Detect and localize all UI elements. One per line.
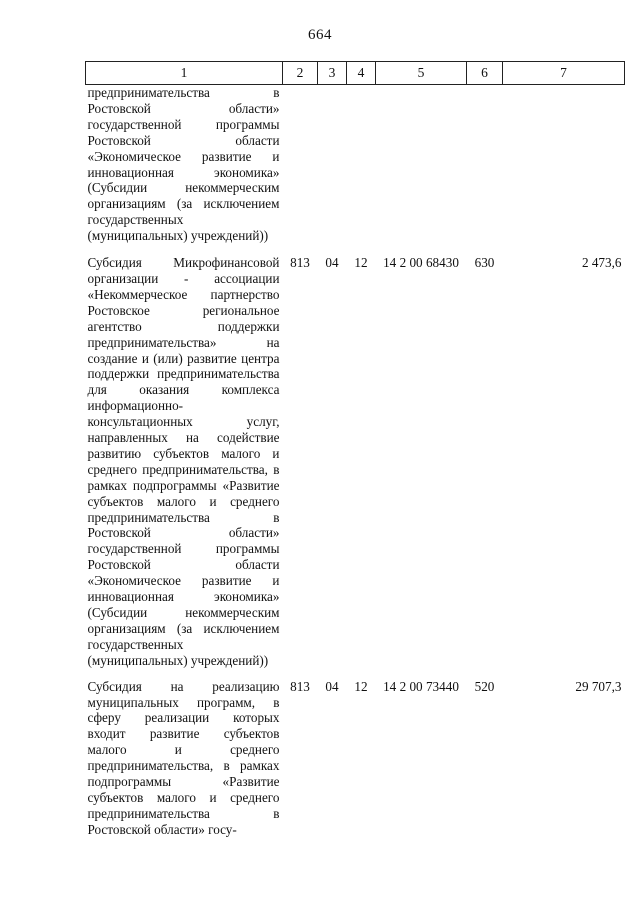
- table-row: [86, 244, 625, 669]
- page-number: 664: [308, 27, 332, 43]
- row-code-5: 14 2 00 73440: [383, 678, 459, 694]
- row-description: Субсидия на реализацию муниципальных программ, в сферу реализации которых входит развитие субъектов малого и среднего предпринимательства, в рамках подпрограммы «Развитие субъектов малого и среднего предпринимательства в Ростовской области» госу-: [87, 678, 280, 837]
- row-code-3: [318, 85, 347, 245]
- column-header-3: 3: [318, 62, 347, 85]
- row-description: Субсидия Микрофинансовой организации - ассоциации «Некоммерческое партнерство Ростовское региональное агентство поддержки предпринимательства» на создание и (или) развитие центра поддержки предпринимательства для оказания комплекса информационно-консультационных услуг, направленных на содействие развитию субъектов малого и среднего предпринимательства, в рамках подпрограммы «Развитие субъектов малого и среднего предпринимательства в Ростовской области» государственной программы Ростовской области «Экономическое развитие и инновационная экономика» (Субсидии некоммерческим организациям (за исключением государственных (муниципальных) учреждений)): [87, 255, 280, 668]
- row-code-6: [467, 85, 503, 245]
- table-row: [86, 85, 625, 245]
- row-code-5: [376, 85, 467, 245]
- row-code-3: 04: [325, 255, 339, 271]
- column-header-5: 5: [376, 62, 467, 85]
- table-row: [86, 669, 625, 838]
- column-header-1: 1: [86, 62, 283, 85]
- budget-table: [85, 61, 625, 838]
- row-amount: 2 473,6: [581, 255, 622, 271]
- column-header-2: 2: [283, 62, 318, 85]
- row-code-2: 813: [290, 255, 310, 271]
- row-code-4: 12: [354, 678, 368, 694]
- column-header-7: 7: [503, 62, 625, 85]
- row-description: предпринимательства в Ростовской области» государственной программы Ростовской области «Экономическое развитие и инновационная экономика» (Субсидии некоммерческим организациям (за исключением государственных (муниципальных) учреждений)): [87, 85, 280, 244]
- row-amount: [503, 85, 625, 245]
- row-code-5: 14 2 00 68430: [383, 255, 459, 271]
- row-code-3: 04: [325, 678, 339, 694]
- row-amount: 29 707,3: [575, 678, 622, 694]
- column-header-6: 6: [467, 62, 503, 85]
- row-code-4: [347, 85, 376, 245]
- row-code-4: 12: [354, 255, 368, 271]
- table-header-row: [86, 62, 625, 85]
- row-code-6: 630: [474, 255, 495, 271]
- row-code-2: [283, 85, 318, 245]
- column-header-4: 4: [347, 62, 376, 85]
- row-code-6: 520: [474, 678, 495, 694]
- row-code-2: 813: [290, 678, 310, 694]
